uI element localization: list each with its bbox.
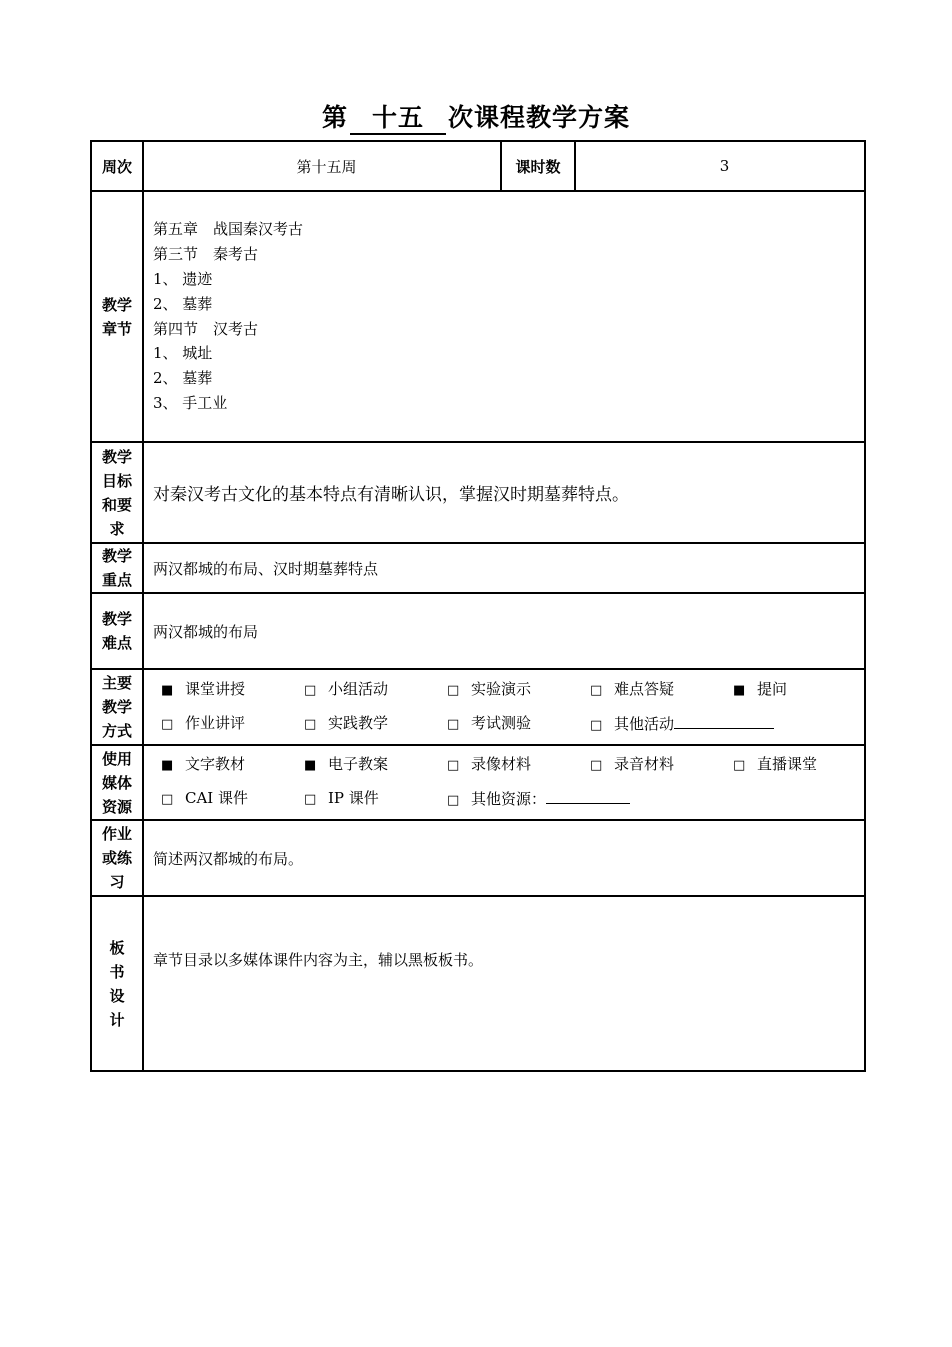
media-option-other[interactable]: □ 其他资源： xyxy=(447,786,733,813)
checkbox-icon: □ xyxy=(447,682,460,698)
checkbox-icon: □ xyxy=(590,717,603,733)
methods-label: 主要 教学 方式 xyxy=(91,669,143,745)
method-option[interactable]: ■ 课堂讲授 xyxy=(161,677,304,703)
board-value: 章节目录以多媒体课件内容为主，辅以黑板板书。 xyxy=(143,896,865,1071)
method-option[interactable]: □ 实验演示 xyxy=(447,677,590,703)
method-option[interactable]: □ 难点答疑 xyxy=(590,677,733,703)
hours-value: 3 xyxy=(575,141,865,191)
title-suffix: 次课程教学方案 xyxy=(448,103,631,132)
checkbox-icon: □ xyxy=(447,758,460,773)
media-option[interactable]: □ CAI 课件 xyxy=(161,786,304,813)
hours-label: 课时数 xyxy=(501,141,575,191)
week-label: 周次 xyxy=(91,141,143,191)
title-number: 十五 xyxy=(350,103,446,135)
row-media xyxy=(91,745,865,820)
chapter-content xyxy=(143,191,865,442)
media-label: 使用 媒体 资源 xyxy=(91,745,143,820)
other-activity-blank[interactable] xyxy=(674,711,774,729)
checked-box-icon: ■ xyxy=(733,682,746,698)
method-option-other[interactable]: □ 其他活动 xyxy=(590,711,876,738)
checkbox-icon: □ xyxy=(304,682,317,698)
row-difficulties xyxy=(91,593,865,669)
checked-box-icon: ■ xyxy=(161,682,174,698)
media-option[interactable]: □ 录音材料 xyxy=(590,752,733,778)
method-option[interactable]: □ 小组活动 xyxy=(304,677,447,703)
checked-box-icon: ■ xyxy=(304,758,317,773)
media-option[interactable]: ■ 文字教材 xyxy=(161,752,304,778)
media-option[interactable]: □ 录像材料 xyxy=(447,752,590,778)
key-points-value: 两汉都城的布局、汉时期墓葬特点 xyxy=(143,543,865,593)
checkbox-icon: □ xyxy=(304,792,317,807)
media-option[interactable]: ■ 电子教案 xyxy=(304,752,447,778)
row-goals xyxy=(91,442,865,543)
method-option[interactable]: □ 考试测验 xyxy=(447,711,590,738)
chapter-line: 1、 城址 xyxy=(153,344,213,363)
goals-value: 对秦汉考古文化的基本特点有清晰认识，掌握汉时期墓葬特点。 xyxy=(143,442,865,543)
checkbox-icon: □ xyxy=(161,716,174,732)
row-chapter xyxy=(91,191,865,442)
homework-value: 简述两汉都城的布局。 xyxy=(143,820,865,896)
methods-options xyxy=(143,669,865,745)
checkbox-icon: □ xyxy=(733,758,746,773)
chapter-line: 2、 墓葬 xyxy=(153,369,213,388)
row-methods xyxy=(91,669,865,745)
chapter-line: 第四节 汉考古 xyxy=(153,319,259,338)
chapter-label: 教学 章节 xyxy=(91,191,143,442)
chapter-line: 2、 墓葬 xyxy=(153,294,213,313)
media-option[interactable]: □ 直播课堂 xyxy=(733,752,876,778)
chapter-line: 第五章 战国秦汉考古 xyxy=(153,220,304,239)
checkbox-icon: □ xyxy=(447,716,460,732)
checkbox-icon: □ xyxy=(590,682,603,698)
checkbox-icon: □ xyxy=(161,792,174,807)
method-option[interactable]: □ 实践教学 xyxy=(304,711,447,738)
checkbox-icon: □ xyxy=(304,716,317,732)
week-value: 第十五周 xyxy=(143,141,501,191)
chapter-line: 第三节 秦考古 xyxy=(153,245,259,264)
other-resource-blank[interactable] xyxy=(546,786,630,804)
media-option[interactable]: □ IP 课件 xyxy=(304,786,447,813)
chapter-line: 1、 遗迹 xyxy=(153,269,213,288)
row-board xyxy=(91,896,865,1071)
key-points-label: 教学 重点 xyxy=(91,543,143,593)
board-label: 板 书 设 计 xyxy=(91,896,143,1071)
checkbox-icon: □ xyxy=(590,758,603,773)
method-option[interactable]: ■ 提问 xyxy=(733,677,876,703)
row-key-points xyxy=(91,543,865,593)
checkbox-icon: □ xyxy=(447,793,460,808)
difficulties-label: 教学 难点 xyxy=(91,593,143,669)
row-homework xyxy=(91,820,865,896)
checked-box-icon: ■ xyxy=(161,758,174,773)
difficulties-value: 两汉都城的布局 xyxy=(143,593,865,669)
page-title xyxy=(0,100,952,136)
row-week xyxy=(91,141,865,191)
lesson-plan-table xyxy=(90,140,866,1072)
goals-label: 教学 目标 和要 求 xyxy=(91,442,143,543)
title-prefix: 第 xyxy=(321,103,348,132)
homework-label: 作业 或练 习 xyxy=(91,820,143,896)
method-option[interactable]: □ 作业讲评 xyxy=(161,711,304,738)
chapter-line: 3、 手工业 xyxy=(153,393,228,412)
media-options xyxy=(143,745,865,820)
